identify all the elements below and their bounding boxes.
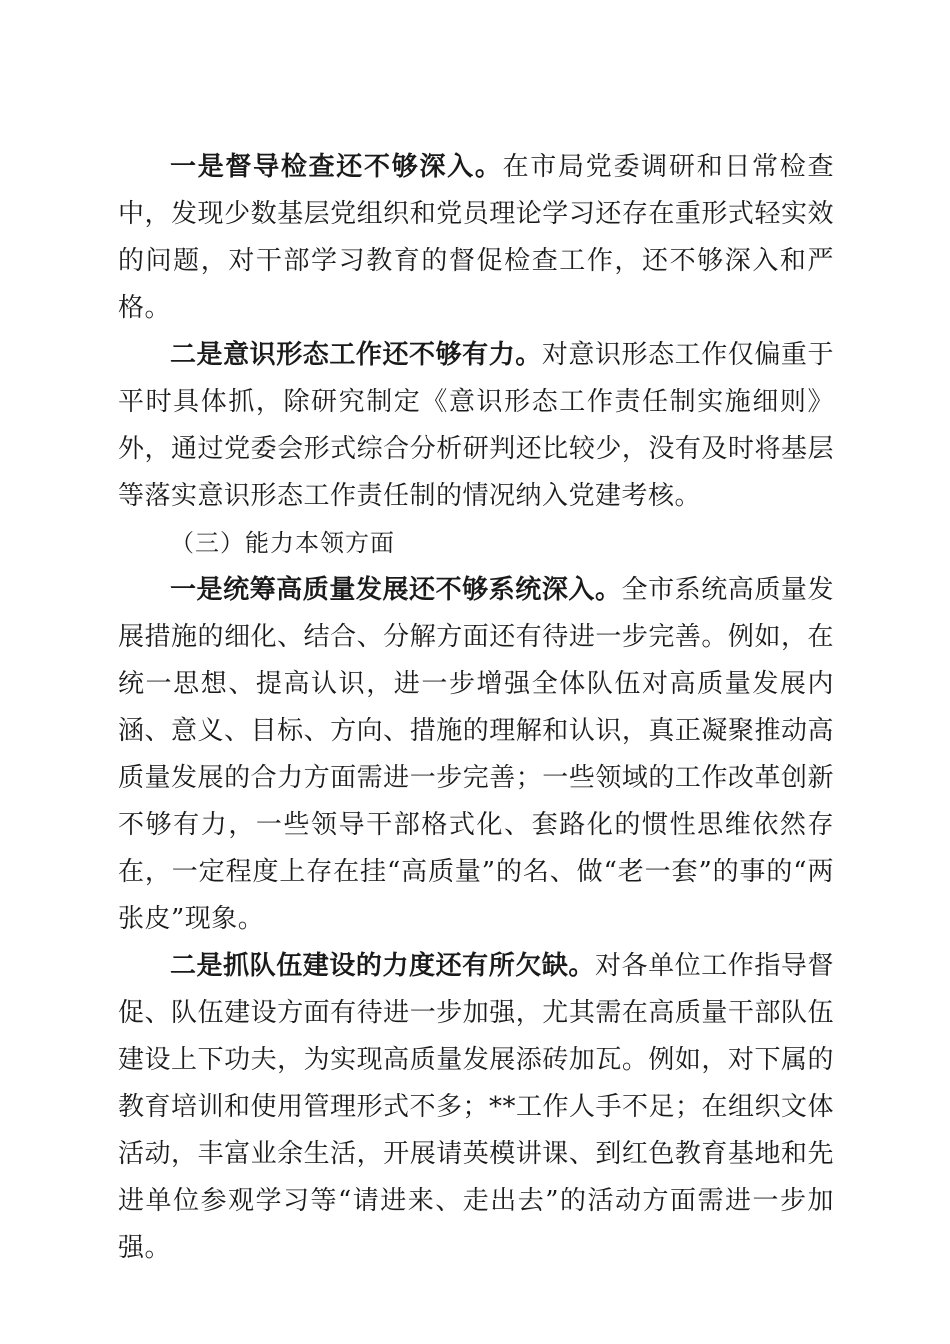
paragraph-ideology (118, 332, 834, 520)
paragraph-text: 对意识形态工作仅偏重于平时具体抓，除研究制定《意识形态工作责任制实施细则》外，通过党委会形式综合分析研判还比较少，没有及时将基层等落实意识形态工作责任制的情况纳入党建考核。 (118, 340, 834, 511)
paragraph-team-building (118, 943, 834, 1272)
paragraph-lead: 一是督导检查还不够深入。 (170, 152, 503, 182)
paragraph-text: 全市系统高质量发展措施的细化、结合、分解方面还有待进一步完善。例如，在统一思想、提高认识，进一步增强全体队伍对高质量发展内涵、意义、目标、方向、措施的理解和认识，真正凝聚推动高质量发展的合力方面需进一步完善；一些领域的工作改革创新不够有力，一些领导干部格式化、套路化的惯性思维依然存在，一定程度上存在挂“高质量”的名、做“老一套”的事的“两张皮”现象。 (118, 575, 834, 934)
paragraph-text: 在市局党委调研和日常检查中，发现少数基层党组织和党员理论学习还存在重形式轻实效的问题，对干部学习教育的督促检查工作，还不够深入和严格。 (118, 152, 834, 323)
paragraph-lead: 二是抓队伍建设的力度还有所欠缺。 (170, 951, 595, 981)
paragraph-lead: 一是统筹高质量发展还不够系统深入。 (170, 575, 622, 605)
document-body (118, 144, 834, 1272)
section-heading: （三）能力本领方面 (170, 529, 395, 557)
paragraph-supervision (118, 144, 834, 332)
paragraph-lead: 二是意识形态工作还不够有力。 (170, 340, 542, 370)
paragraph-development (118, 567, 834, 943)
paragraph-text: 对各单位工作指导督促、队伍建设方面有待进一步加强，尤其需在高质量干部队伍建设上下功夫，为实现高质量发展添砖加瓦。例如，对下属的教育培训和使用管理形式不多；**工作人手不足；在组织文体活动，丰富业余生活，开展请英模讲课、到红色教育基地和先进单位参观学习等“请进来、走出去”的活动方面需进一步加强。 (118, 951, 835, 1263)
